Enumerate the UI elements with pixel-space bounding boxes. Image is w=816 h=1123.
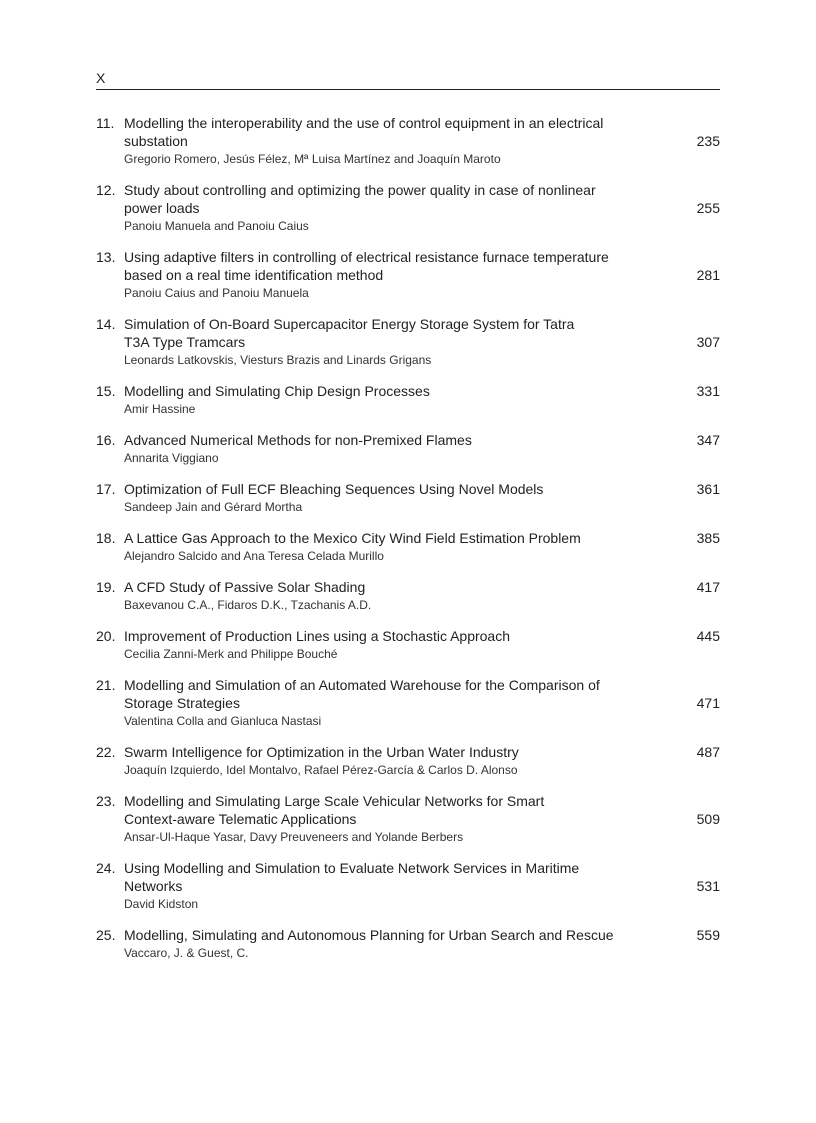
entry-authors: Panoiu Manuela and Panoiu Caius <box>124 219 309 233</box>
toc-entry[interactable] <box>96 529 720 565</box>
entry-number: 15. <box>96 383 116 399</box>
entry-title-line: Modelling the interoperability and the use of control equipment in an electrical <box>124 115 604 131</box>
toc-entry[interactable] <box>96 114 720 168</box>
entry-body <box>124 529 720 565</box>
entry-page-number: 531 <box>696 878 720 894</box>
entry-page-number: 487 <box>696 744 720 760</box>
entry-authors: Cecilia Zanni-Merk and Philippe Bouché <box>124 647 338 661</box>
entry-body <box>124 578 720 614</box>
entry-title-line: A Lattice Gas Approach to the Mexico City Wind Field Estimation Problem <box>124 530 581 546</box>
entry-number: 20. <box>96 628 116 644</box>
table-of-contents <box>96 114 720 975</box>
entry-page-number: 471 <box>696 695 720 711</box>
entry-title-line: T3A Type Tramcars <box>124 334 246 350</box>
entry-authors: Alejandro Salcido and Ana Teresa Celada Murillo <box>124 549 384 563</box>
entry-title-line: Improvement of Production Lines using a Stochastic Approach <box>124 628 510 644</box>
entry-title-line: Modelling and Simulating Chip Design Processes <box>124 383 430 399</box>
toc-entry[interactable] <box>96 743 720 779</box>
entry-authors: Baxevanou C.A., Fidaros D.K., Tzachanis A.D. <box>124 598 372 612</box>
entry-page-number: 559 <box>696 927 720 943</box>
entry-authors: Annarita Viggiano <box>124 451 219 465</box>
entry-number: 16. <box>96 432 116 448</box>
entry-title-line: Networks <box>124 878 183 894</box>
entry-body <box>124 792 720 846</box>
entry-authors: Panoiu Caius and Panoiu Manuela <box>124 286 309 300</box>
toc-entry[interactable] <box>96 382 720 418</box>
entry-title-line: Using Modelling and Simulation to Evaluate Network Services in Maritime <box>124 860 580 876</box>
toc-entry[interactable] <box>96 859 720 913</box>
entry-page-number: 417 <box>696 579 720 595</box>
entry-title-line: Modelling and Simulating Large Scale Vehicular Networks for Smart <box>124 793 545 809</box>
entry-authors: Gregorio Romero, Jesús Félez, Mª Luisa Martínez and Joaquín Maroto <box>124 152 501 166</box>
entry-title-line: substation <box>124 133 188 149</box>
entry-page-number: 361 <box>696 481 720 497</box>
page-header <box>96 69 720 90</box>
entry-authors: David Kidston <box>124 897 199 911</box>
entry-number: 11. <box>96 115 115 131</box>
entry-number: 17. <box>96 481 116 497</box>
entry-page-number: 347 <box>696 432 720 448</box>
entry-body <box>124 926 720 962</box>
entry-body <box>124 627 720 663</box>
toc-entry[interactable] <box>96 315 720 369</box>
entry-title-line: Study about controlling and optimizing the power quality in case of nonlinear <box>124 182 596 198</box>
entry-title-line: power loads <box>124 200 200 216</box>
entry-number: 25. <box>96 927 116 943</box>
entry-body <box>124 743 720 779</box>
entry-page-number: 445 <box>696 628 720 644</box>
entry-authors: Joaquín Izquierdo, Idel Montalvo, Rafael Pérez-García & Carlos D. Alonso <box>124 763 518 777</box>
entry-page-number: 307 <box>696 334 720 350</box>
toc-entry[interactable] <box>96 248 720 302</box>
entry-body <box>124 315 720 369</box>
entry-number: 13. <box>96 249 116 265</box>
entry-page-number: 235 <box>696 133 720 149</box>
toc-entry[interactable] <box>96 181 720 235</box>
entry-body <box>124 859 720 913</box>
entry-number: 23. <box>96 793 116 809</box>
entry-body <box>124 431 720 467</box>
entry-title-line: Modelling, Simulating and Autonomous Planning for Urban Search and Rescue <box>124 927 614 943</box>
entry-authors: Ansar-Ul-Haque Yasar, Davy Preuveneers and Yolande Berbers <box>124 830 464 844</box>
entry-number: 24. <box>96 860 116 876</box>
entry-page-number: 385 <box>696 530 720 546</box>
toc-entry[interactable] <box>96 627 720 663</box>
entry-title-line: Modelling and Simulation of an Automated Warehouse for the Comparison of <box>124 677 600 693</box>
entry-body <box>124 181 720 235</box>
entry-body <box>124 114 720 168</box>
entry-page-number: 331 <box>696 383 720 399</box>
entry-authors: Vaccaro, J. & Guest, C. <box>124 946 249 960</box>
entry-page-number: 281 <box>696 267 720 283</box>
entry-number: 19. <box>96 579 116 595</box>
entry-body <box>124 382 720 418</box>
entry-title-line: Optimization of Full ECF Bleaching Sequences Using Novel Models <box>124 481 544 497</box>
entry-body <box>124 248 720 302</box>
entry-page-number: 509 <box>696 811 720 827</box>
entry-title-line: Using adaptive filters in controlling of electrical resistance furnace temperature <box>124 249 609 265</box>
entry-number: 12. <box>96 182 116 198</box>
entry-authors: Leonards Latkovskis, Viesturs Brazis and Linards Grigans <box>124 353 432 367</box>
entry-number: 21. <box>96 677 116 693</box>
entry-authors: Sandeep Jain and Gérard Mortha <box>124 500 303 514</box>
entry-title-line: Storage Strategies <box>124 695 240 711</box>
entry-title-line: Context-aware Telematic Applications <box>124 811 357 827</box>
toc-entry[interactable] <box>96 676 720 730</box>
entry-page-number: 255 <box>696 200 720 216</box>
toc-entry[interactable] <box>96 578 720 614</box>
toc-entry[interactable] <box>96 431 720 467</box>
entry-body <box>124 480 720 516</box>
toc-entry[interactable] <box>96 480 720 516</box>
page-number: X <box>96 70 106 86</box>
toc-entry[interactable] <box>96 792 720 846</box>
entry-body <box>124 676 720 730</box>
entry-title-line: based on a real time identification method <box>124 267 384 283</box>
entry-title-line: Simulation of On-Board Supercapacitor Energy Storage System for Tatra <box>124 316 575 332</box>
entry-authors: Valentina Colla and Gianluca Nastasi <box>124 714 322 728</box>
entry-title-line: Advanced Numerical Methods for non-Premixed Flames <box>124 432 472 448</box>
entry-number: 14. <box>96 316 116 332</box>
toc-entry[interactable] <box>96 926 720 962</box>
entry-authors: Amir Hassine <box>124 402 196 416</box>
entry-title-line: Swarm Intelligence for Optimization in the Urban Water Industry <box>124 744 519 760</box>
entry-number: 22. <box>96 744 116 760</box>
entry-title-line: A CFD Study of Passive Solar Shading <box>124 579 366 595</box>
entry-number: 18. <box>96 530 116 546</box>
